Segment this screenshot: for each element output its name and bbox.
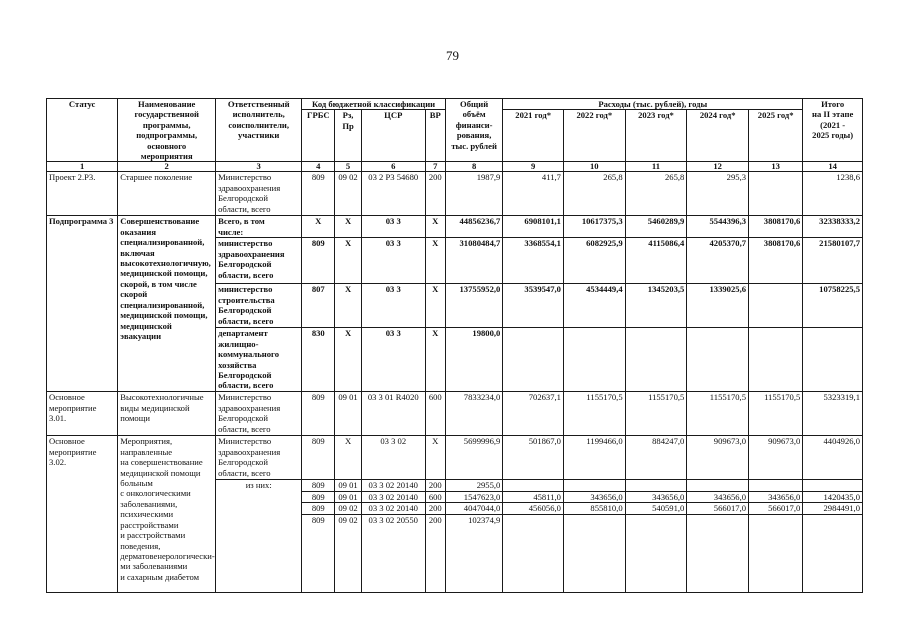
y2025-cell: 1155170,5 <box>749 392 803 436</box>
y2023-cell: 1155170,5 <box>625 392 687 436</box>
total-cell: 13755952,0 <box>445 284 502 328</box>
rzpr-cell: 09 02 <box>335 172 362 216</box>
csr-cell: 03 3 <box>361 216 425 238</box>
y2024-cell <box>687 514 749 592</box>
y2024-cell: 909673,0 <box>687 436 749 480</box>
y2022-cell: 10617375,3 <box>563 216 625 238</box>
stage-total-cell: 1420435,0 <box>803 491 863 502</box>
grbs-cell: 809 <box>302 491 335 502</box>
y2023-cell: 343656,0 <box>625 491 687 502</box>
status-cell: Основное мероприятие 3.01. <box>47 392 118 436</box>
header-expenses: Расходы (тыс. рублей), годы <box>503 99 803 110</box>
y2021-cell: 45811,0 <box>503 491 564 502</box>
rzpr-cell: Х <box>335 436 362 480</box>
status-cell: Проект 2.Р3. <box>47 172 118 216</box>
y2022-cell: 265,8 <box>563 172 625 216</box>
y2024-cell <box>687 480 749 491</box>
status-cell: Подпрограмма 3 <box>47 216 118 392</box>
y2024-cell: 343656,0 <box>687 491 749 502</box>
header-status: Статус <box>47 99 118 162</box>
responsible-cell: департамент жилищно- коммунального хозяйства Белгородской области, всего <box>216 328 302 392</box>
column-number-row <box>47 162 863 172</box>
status-cell: Основное мероприятие 3.02. <box>47 436 118 592</box>
col-number: 6 <box>361 162 425 172</box>
total-cell: 44856236,7 <box>445 216 502 238</box>
col-number: 12 <box>687 162 749 172</box>
y2023-cell <box>625 328 687 392</box>
grbs-cell: 809 <box>302 503 335 514</box>
y2024-cell: 1339025,6 <box>687 284 749 328</box>
vr-cell: 200 <box>425 503 445 514</box>
vr-cell: 600 <box>425 491 445 502</box>
rzpr-cell: Х <box>335 216 362 238</box>
header-2023: 2023 год* <box>625 110 687 162</box>
y2024-cell: 4205370,7 <box>687 238 749 284</box>
y2024-cell: 295,3 <box>687 172 749 216</box>
name-cell: Мероприятия, направленные на совершенствование медицинской помощи больным с онкологическими заболеваниями, психическими расстройствами и расстройствами поведения, дерматовенерологически- ми заболеваниями и сахарным диабетом <box>118 436 216 592</box>
responsible-cell: Министерство здравоохранения Белгородской области, всего <box>216 436 302 480</box>
stage-total-cell <box>803 480 863 491</box>
csr-cell: 03 3 02 20140 <box>361 491 425 502</box>
header-rzpr: Рз, Пр <box>335 110 362 162</box>
vr-cell: 600 <box>425 392 445 436</box>
col-number: 4 <box>302 162 335 172</box>
y2023-cell: 540591,0 <box>625 503 687 514</box>
stage-total-cell <box>803 328 863 392</box>
y2023-cell: 5460289,9 <box>625 216 687 238</box>
name-cell: Старшее поколение <box>118 172 216 216</box>
stage-total-cell: 10758225,5 <box>803 284 863 328</box>
csr-cell: 03 3 <box>361 328 425 392</box>
page-number: 79 <box>446 48 459 63</box>
header-name: Наименование государственной программы, подпрограммы, основного мероприятия <box>118 99 216 162</box>
responsible-cell: министерство здравоохранения Белгородской области, всего <box>216 238 302 284</box>
csr-cell: 03 3 02 <box>361 436 425 480</box>
stage-total-cell: 5323319,1 <box>803 392 863 436</box>
responsible-cell: Министерство здравоохранения Белгородской области, всего <box>216 392 302 436</box>
table-row-activity-3-01 <box>47 392 863 436</box>
col-number: 9 <box>503 162 564 172</box>
y2021-cell: 501867,0 <box>503 436 564 480</box>
csr-cell: 03 3 02 20140 <box>361 503 425 514</box>
budget-table <box>46 98 863 593</box>
y2025-cell <box>749 514 803 592</box>
y2022-cell: 4534449,4 <box>563 284 625 328</box>
vr-cell: Х <box>425 238 445 284</box>
csr-cell: 03 3 02 20140 <box>361 480 425 491</box>
y2023-cell: 4115086,4 <box>625 238 687 284</box>
header-grbs: ГРБС <box>302 110 335 162</box>
y2021-cell: 411,7 <box>503 172 564 216</box>
total-cell: 102374,9 <box>445 514 502 592</box>
y2025-cell <box>749 172 803 216</box>
header-2021: 2021 год* <box>503 110 564 162</box>
y2023-cell: 884247,0 <box>625 436 687 480</box>
header-budget-code: Код бюджетной классификации <box>302 99 446 110</box>
y2022-cell <box>563 514 625 592</box>
header-2024: 2024 год* <box>687 110 749 162</box>
csr-cell: 03 3 01 R4020 <box>361 392 425 436</box>
grbs-cell: 809 <box>302 238 335 284</box>
csr-cell: 03 3 <box>361 238 425 284</box>
y2023-cell <box>625 514 687 592</box>
y2023-cell: 265,8 <box>625 172 687 216</box>
y2025-cell: 566017,0 <box>749 503 803 514</box>
stage-total-cell: 2984491,0 <box>803 503 863 514</box>
y2022-cell: 1155170,5 <box>563 392 625 436</box>
header-row <box>47 99 863 110</box>
col-number: 5 <box>335 162 362 172</box>
table-row-subprogram-3-total <box>47 216 863 238</box>
total-cell: 31080484,7 <box>445 238 502 284</box>
csr-cell: 03 3 02 20550 <box>361 514 425 592</box>
grbs-cell: Х <box>302 216 335 238</box>
grbs-cell: 807 <box>302 284 335 328</box>
y2025-cell <box>749 284 803 328</box>
vr-cell: Х <box>425 436 445 480</box>
col-number: 1 <box>47 162 118 172</box>
responsible-cell: министерство строительства Белгородской области, всего <box>216 284 302 328</box>
y2023-cell <box>625 480 687 491</box>
table-row-project-2p3 <box>47 172 863 216</box>
header-responsible: Ответственный исполнитель, соисполнители, участники <box>216 99 302 162</box>
header-2022: 2022 год* <box>563 110 625 162</box>
y2025-cell: 909673,0 <box>749 436 803 480</box>
col-number: 3 <box>216 162 302 172</box>
vr-cell: 200 <box>425 172 445 216</box>
header-total-stage: Итого на II этапе (2021 - 2025 годы) <box>803 99 863 162</box>
header-total-volume: Общий объём финанси- рования, тыс. рублей <box>445 99 502 162</box>
y2021-cell <box>503 328 564 392</box>
total-cell: 1987,9 <box>445 172 502 216</box>
y2024-cell: 1155170,5 <box>687 392 749 436</box>
name-cell: Совершенствование оказания специализированной, включая высокотехнологичную, медицинской помощи, скорой, в том числе скорой специализированной, медицинской помощи, медицинской эвакуации <box>118 216 216 392</box>
y2022-cell: 1199466,0 <box>563 436 625 480</box>
rzpr-cell: 09 01 <box>335 491 362 502</box>
responsible-cell: Министерство здравоохранения Белгородской области, всего <box>216 172 302 216</box>
y2023-cell: 1345203,5 <box>625 284 687 328</box>
header-csr: ЦСР <box>361 110 425 162</box>
y2022-cell <box>563 328 625 392</box>
y2025-cell <box>749 480 803 491</box>
y2021-cell <box>503 480 564 491</box>
y2021-cell <box>503 514 564 592</box>
header-2025: 2025 год* <box>749 110 803 162</box>
stage-total-cell <box>803 514 863 592</box>
stage-total-cell: 21580107,7 <box>803 238 863 284</box>
stage-total-cell: 4404926,0 <box>803 436 863 480</box>
col-number: 2 <box>118 162 216 172</box>
csr-cell: 03 3 <box>361 284 425 328</box>
rzpr-cell: 09 02 <box>335 503 362 514</box>
rzpr-cell: 09 01 <box>335 480 362 491</box>
total-cell: 1547623,0 <box>445 491 502 502</box>
vr-cell: Х <box>425 328 445 392</box>
y2021-cell: 456056,0 <box>503 503 564 514</box>
col-number: 8 <box>445 162 502 172</box>
y2025-cell: 343656,0 <box>749 491 803 502</box>
col-number: 13 <box>749 162 803 172</box>
y2025-cell <box>749 328 803 392</box>
rzpr-cell: 09 01 <box>335 392 362 436</box>
rzpr-cell: 09 02 <box>335 514 362 592</box>
y2021-cell: 702637,1 <box>503 392 564 436</box>
grbs-cell: 830 <box>302 328 335 392</box>
grbs-cell: 809 <box>302 172 335 216</box>
col-number: 7 <box>425 162 445 172</box>
col-number: 14 <box>803 162 863 172</box>
responsible-cell-iz-nih: из них: <box>216 480 302 592</box>
total-cell: 19800,0 <box>445 328 502 392</box>
y2021-cell: 3539547,0 <box>503 284 564 328</box>
table-row-activity-3-02 <box>47 436 863 480</box>
responsible-cell: Всего, в том числе: <box>216 216 302 238</box>
grbs-cell: 809 <box>302 514 335 592</box>
vr-cell: 200 <box>425 480 445 491</box>
rzpr-cell: Х <box>335 328 362 392</box>
grbs-cell: 809 <box>302 480 335 491</box>
grbs-cell: 809 <box>302 436 335 480</box>
y2024-cell <box>687 328 749 392</box>
total-cell: 4047044,0 <box>445 503 502 514</box>
y2021-cell: 6908101,1 <box>503 216 564 238</box>
col-number: 11 <box>625 162 687 172</box>
y2022-cell: 343656,0 <box>563 491 625 502</box>
stage-total-cell: 32338333,2 <box>803 216 863 238</box>
y2024-cell: 5544396,3 <box>687 216 749 238</box>
total-cell: 2955,0 <box>445 480 502 491</box>
name-cell: Высокотехнологичные виды медицинской помощи <box>118 392 216 436</box>
col-number: 10 <box>563 162 625 172</box>
y2022-cell: 855810,0 <box>563 503 625 514</box>
stage-total-cell: 1238,6 <box>803 172 863 216</box>
y2025-cell: 3808170,6 <box>749 216 803 238</box>
vr-cell: Х <box>425 284 445 328</box>
rzpr-cell: Х <box>335 284 362 328</box>
vr-cell: Х <box>425 216 445 238</box>
vr-cell: 200 <box>425 514 445 592</box>
y2022-cell <box>563 480 625 491</box>
header-vr: ВР <box>425 110 445 162</box>
total-cell: 7833234,0 <box>445 392 502 436</box>
total-cell: 5699996,9 <box>445 436 502 480</box>
rzpr-cell: Х <box>335 238 362 284</box>
csr-cell: 03 2 Р3 54680 <box>361 172 425 216</box>
y2021-cell: 3368554,1 <box>503 238 564 284</box>
grbs-cell: 809 <box>302 392 335 436</box>
y2024-cell: 566017,0 <box>687 503 749 514</box>
y2025-cell: 3808170,6 <box>749 238 803 284</box>
y2022-cell: 6082925,9 <box>563 238 625 284</box>
